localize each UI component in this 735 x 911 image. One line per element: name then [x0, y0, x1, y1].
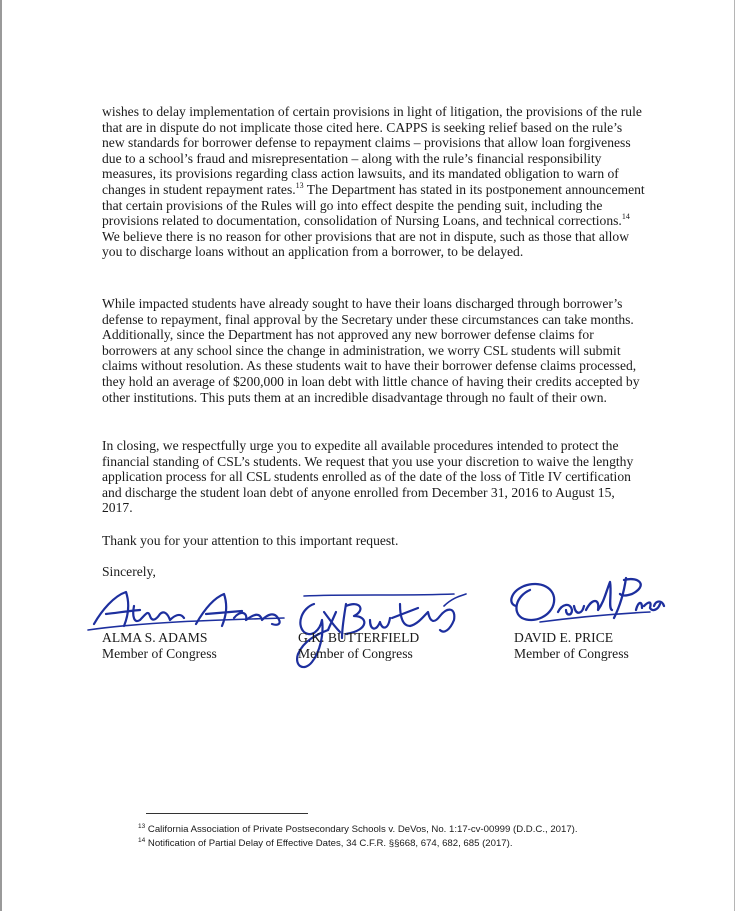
- body-paragraph-2: While impacted students have already sought to have their loans discharged through borrower’s defense to repayment, final approval by the Secretary under these circumstances can take months. Additionally, since the Department has not approved any new borrower defense claims for borrowers at any school since the change in administration, we worry CSL students will submit claims without resolution. As these students wait to have their borrower defense claims processed, they hold an average of $200,000 in loan debt with little chance of having their credits accepted by other institutions. This puts them at an incredible disadvantage through no fault of their own.: [102, 296, 640, 405]
- footnote-14: [138, 837, 698, 851]
- paragraph-1-part-c: We believe there is no reason for other provisions that are not in dispute, such as those that allow you to discharge loans without an application from a borrower, to be delayed.: [102, 228, 630, 260]
- signer-title: Member of Congress: [298, 645, 413, 661]
- footnote-text: California Association of Private Postsecondary Schools v. DeVos, No. 1:17-cv-00999 (D.D.C., 2017).: [147, 824, 578, 835]
- signer-block-price: [514, 630, 629, 662]
- signer-title: Member of Congress: [102, 645, 217, 661]
- signer-name: DAVID E. PRICE: [514, 630, 614, 645]
- signer-block-butterfield: [298, 630, 419, 662]
- footnote-ref-14: 14: [621, 212, 630, 222]
- body-paragraph-1: [102, 104, 648, 260]
- signer-name: ALMA S. ADAMS: [102, 630, 208, 645]
- footnote-number: 13: [138, 823, 146, 830]
- signer-name: G.K. BUTTERFIELD: [298, 630, 420, 645]
- paragraph-1-part-a: wishes to delay implementation of certain provisions in light of litigation, the provisions of the rule that are in dispute do not implicate those cited here. CAPPS is seeking relief based on the rule’s new standards for borrower defense to repayment claims – provisions that allow loan forgiveness due to a school’s fraud and misrepresentation – along with the rule’s financial responsibility measures, its provisions regarding class action lawsuits, and its mandated obligation to warn of changes in student repayment rates.: [102, 104, 642, 197]
- body-paragraph-4: Thank you for your attention to this important request.: [102, 533, 399, 548]
- closing-salutation: Sincerely,: [102, 564, 156, 579]
- footnote-number: 14: [138, 837, 146, 844]
- paragraph-1-part-b: The Department has stated in its postponement announcement that certain provisions of the Rules will go into effect despite the pending suit, including the provisions related to documentation, consolidation of Nursing Loans, and technical corrections.: [102, 181, 645, 229]
- signature-david-price: [500, 572, 670, 630]
- footnote-text: Notification of Partial Delay of Effective Dates, 34 C.F.R. §§668, 674, 682, 685 (2017).: [147, 838, 513, 849]
- signature-alma-adams: [84, 584, 290, 634]
- footnotes: [138, 823, 698, 851]
- footnote-ref-13: 13: [295, 180, 304, 190]
- body-paragraph-3: In closing, we respectfully urge you to expedite all available procedures intended to protect the financial standing of CSL’s students. We request that you use your discretion to waive the lengthy application process for all CSL students enrolled as of the date of the loss of Title IV certification and discharge the student loan debt of anyone enrolled from December 31, 2016 to August 15, 2017.: [102, 438, 634, 516]
- signer-title: Member of Congress: [514, 645, 629, 661]
- footnote-13: [138, 823, 698, 837]
- footnote-divider: [146, 813, 308, 814]
- scan-left-edge: [0, 0, 2, 911]
- signer-block-adams: [102, 630, 217, 662]
